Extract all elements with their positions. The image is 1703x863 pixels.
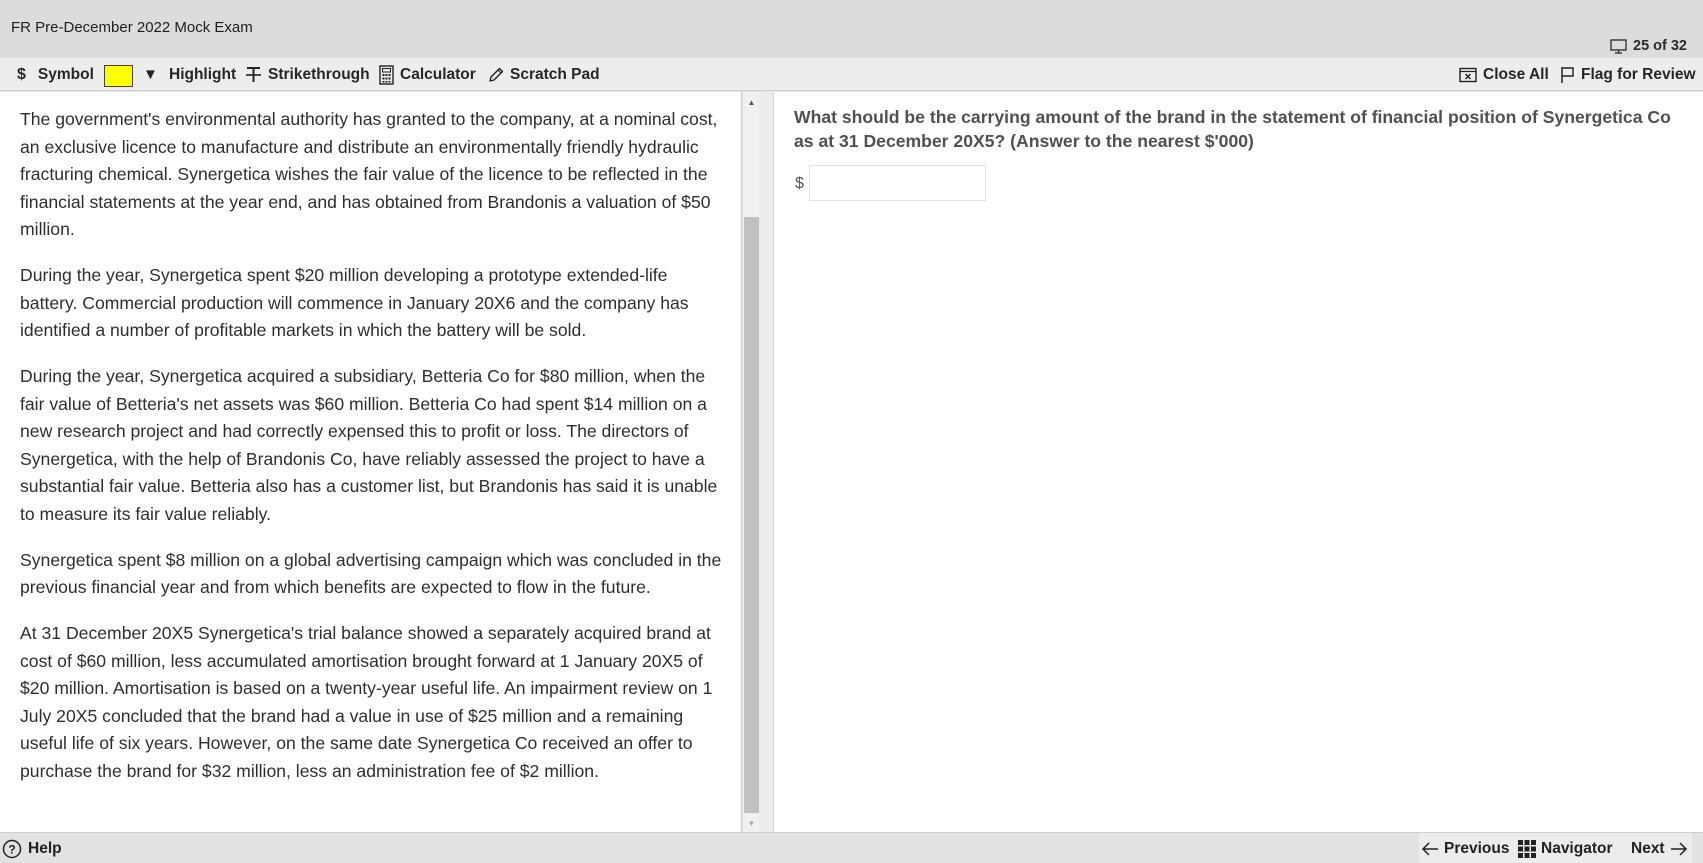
title-bar xyxy=(0,0,1703,58)
previous-label: Previous xyxy=(1444,839,1510,857)
toolbar xyxy=(0,58,1703,91)
highlight-dropdown-icon[interactable]: ▼ xyxy=(143,66,158,83)
svg-text:?: ? xyxy=(8,842,16,856)
progress-text: 25 of 32 xyxy=(1633,38,1687,54)
footer-bar xyxy=(0,832,1703,863)
scratch-pad-button[interactable] xyxy=(488,58,600,91)
passage-paragraph: During the year, Synergetica acquired a subsidiary, Betteria Co for $80 million, when the fair value of Betteria's net assets was $60 million. Betteria Co had spent $14 million on a new research project and had correctly expensed this to profit or loss. The directors of Synergetica, with the help of Brandonis Co, have reliably assessed the project to have a substantial fair value. Betteria also has a customer list, but Brandonis has said it is unable to measure its fair value reliably. xyxy=(20,366,718,524)
currency-symbol: $ xyxy=(795,175,804,192)
highlight-label: Highlight xyxy=(169,65,237,83)
passage-paragraph: Synergetica spent $8 million on a global advertising campaign which was concluded in the previous financial year and from which benefits are expected to flow in the future. xyxy=(20,549,722,597)
question-progress xyxy=(1610,38,1687,54)
highlight-button[interactable] xyxy=(169,58,236,91)
flag-icon xyxy=(1560,66,1575,84)
previous-button[interactable] xyxy=(1421,833,1509,863)
arrow-left-icon xyxy=(1421,842,1439,856)
navigator-label: Navigator xyxy=(1541,839,1613,857)
passage-paragraph: During the year, Synergetica spent $20 million developing a prototype extended-life battery. Commercial production will commence in January 20X6 and the company has identified a number of profitable markets in which the battery will be sold. xyxy=(20,265,689,340)
close-all-button[interactable] xyxy=(1459,58,1549,91)
navigator-button[interactable] xyxy=(1518,833,1613,863)
highlight-color-swatch[interactable] xyxy=(104,65,133,87)
dollar-icon: $ xyxy=(17,65,26,83)
scroll-up-icon[interactable]: ▲ xyxy=(747,98,756,107)
close-window-icon xyxy=(1459,67,1477,83)
symbol-button[interactable] xyxy=(17,58,94,91)
passage-scrollbar[interactable] xyxy=(742,92,759,832)
pane-divider[interactable] xyxy=(759,92,773,832)
grid-icon xyxy=(1518,840,1536,858)
flag-for-review-button[interactable] xyxy=(1560,58,1696,91)
passage-pane xyxy=(0,92,742,832)
calculator-label: Calculator xyxy=(400,65,476,83)
strikethrough-button[interactable] xyxy=(245,58,370,91)
screen-icon xyxy=(1610,39,1627,54)
scratch-pad-label: Scratch Pad xyxy=(510,65,600,83)
strikethrough-label: Strikethrough xyxy=(268,65,370,83)
next-label: Next xyxy=(1631,839,1665,857)
pencil-icon xyxy=(488,67,504,83)
next-button[interactable] xyxy=(1631,833,1688,863)
help-label: Help xyxy=(28,839,62,857)
answer-input[interactable] xyxy=(809,165,986,201)
question-text: What should be the carrying amount of the brand in the statement of financial position of Synergetica Co as at 31 December 20X5? (Answer to the nearest $'000) xyxy=(794,107,1671,151)
help-icon xyxy=(2,839,22,859)
passage-text xyxy=(20,106,726,804)
navigation-group xyxy=(1419,833,1692,863)
help-button[interactable] xyxy=(0,833,70,863)
scrollbar-thumb[interactable] xyxy=(744,217,759,813)
passage-paragraph: At 31 December 20X5 Synergetica's trial balance showed a separately acquired brand at cost of $60 million, less accumulated amortisation brought forward at 1 January 20X5 of $20 million. Amortisation is based on a twenty-year useful life. An impairment review on 1 July 20X5 concluded that the brand had a value in use of $25 million and a remaining useful life of six years. However, on the same date Synergetica Co received an offer to purchase the brand for $32 million, less an administration fee of $2 million. xyxy=(20,623,713,781)
strikethrough-icon xyxy=(245,66,262,83)
arrow-right-icon xyxy=(1670,842,1688,856)
calculator-button[interactable] xyxy=(379,58,476,91)
exam-title: FR Pre-December 2022 Mock Exam xyxy=(11,19,253,36)
symbol-label: Symbol xyxy=(37,65,94,83)
scroll-down-icon[interactable]: ▼ xyxy=(747,819,756,828)
question-pane xyxy=(773,92,1703,832)
close-all-label: Close All xyxy=(1483,65,1549,83)
passage-paragraph: The government's environmental authority has granted to the company, at a nominal cost, an exclusive licence to manufacture and distribute an environmentally friendly hydraulic fracturing chemical. Synergetica wishes the fair value of the licence to be reflected in the financial statements at the year end, and has obtained from Brandonis a valuation of $50 million. xyxy=(20,109,718,239)
flag-label: Flag for Review xyxy=(1581,65,1696,83)
calculator-icon xyxy=(379,65,394,85)
